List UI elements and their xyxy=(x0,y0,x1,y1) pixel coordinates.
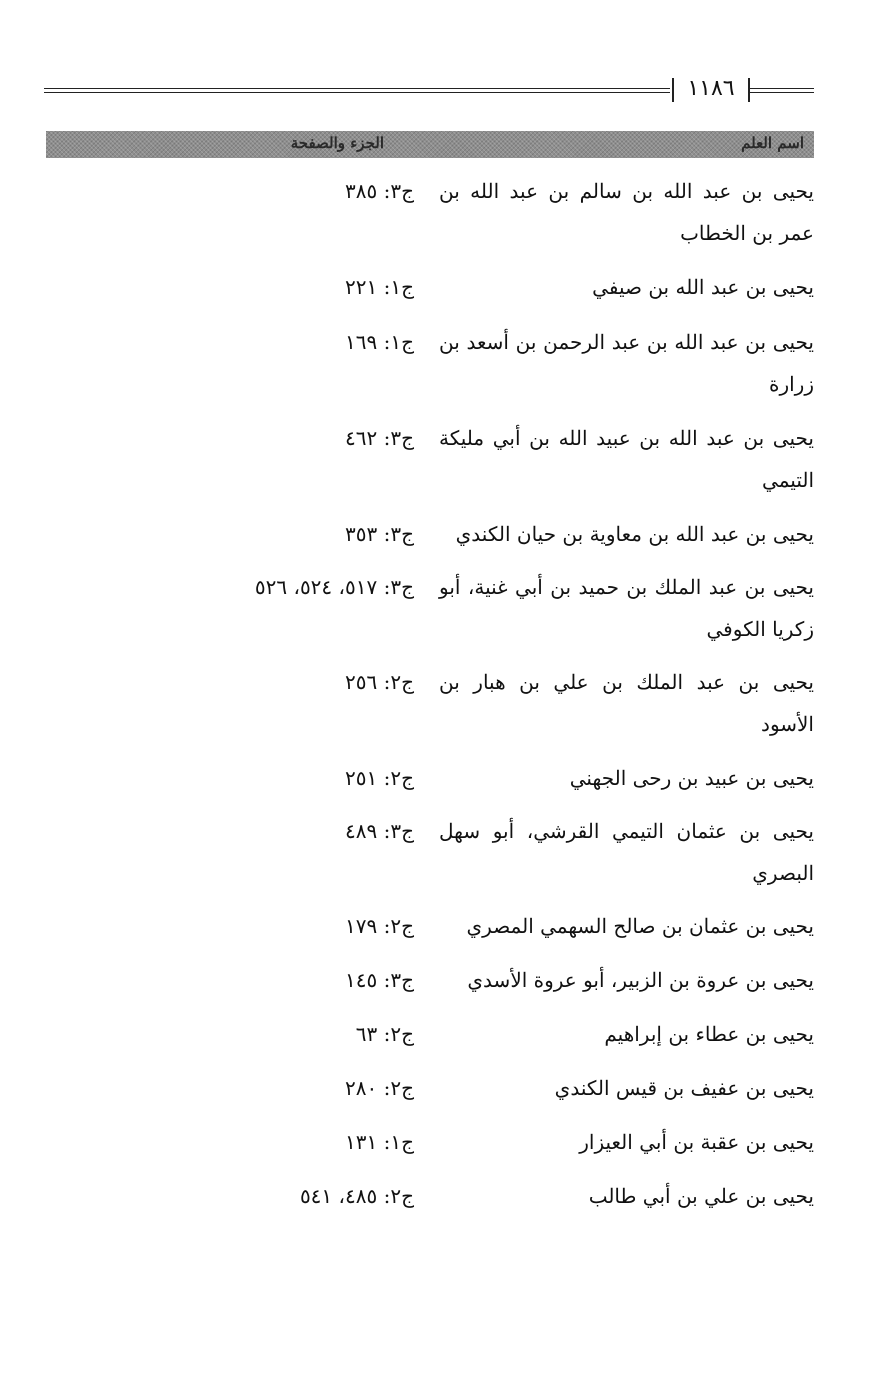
index-entry xyxy=(46,959,814,1001)
entry-name: يحيى بن عبد الله بن صيفي xyxy=(592,275,814,299)
entry-name: يحيى بن عروة بن الزبير، أبو عروة الأسدي xyxy=(467,968,814,992)
index-entry xyxy=(46,810,814,894)
column-header-band xyxy=(46,131,814,158)
entry-name: يحيى بن عثمان التيمي القرشي، أبو سهل البصري xyxy=(439,819,814,885)
entry-ref: ج٣: ٤٨٩ xyxy=(344,819,414,843)
entry-name: يحيى بن عبد الله بن عبيد الله بن أبي مليكة التيمي xyxy=(439,426,814,492)
entry-ref: ج٢: ٢٥١ xyxy=(344,766,414,790)
entry-name: يحيى بن عبد الله بن عبد الرحمن بن أسعد بن زرارة xyxy=(439,330,814,396)
entry-name: يحيى بن عطاء بن إبراهيم xyxy=(604,1022,814,1046)
entry-ref: ج٢: ٤٨٥، ٥٤١ xyxy=(299,1184,414,1208)
header-rule-short xyxy=(750,88,814,93)
entry-ref: ج١: ١٦٩ xyxy=(344,330,414,354)
index-entry xyxy=(46,1067,814,1109)
index-entries xyxy=(46,170,814,1217)
index-entry xyxy=(46,1013,814,1055)
entry-name: يحيى بن عثمان بن صالح السهمي المصري xyxy=(466,914,814,938)
entry-ref: ج١: ١٣١ xyxy=(344,1130,414,1154)
header-bar-left xyxy=(672,78,674,102)
entry-ref: ج٢: ٦٣ xyxy=(355,1022,414,1046)
entry-name: يحيى بن علي بن أبي طالب xyxy=(588,1184,814,1208)
entry-name: يحيى بن عفيف بن قيس الكندي xyxy=(554,1076,814,1100)
entry-ref: ج٢: ٢٥٦ xyxy=(344,670,414,694)
index-entry xyxy=(46,661,814,745)
entry-name: يحيى بن عبد الملك بن علي بن هبار بن الأسود xyxy=(439,670,814,736)
entry-ref: ج٣: ٣٨٥ xyxy=(344,179,414,203)
entry-ref: ج٣: ١٤٥ xyxy=(344,968,414,992)
entry-ref: ج٣: ٣٥٣ xyxy=(344,522,414,546)
index-entry xyxy=(46,1121,814,1163)
entry-name: يحيى بن عبد الله بن سالم بن عبد الله بن عمر بن الخطاب xyxy=(439,179,814,245)
entry-ref: ج٢: ١٧٩ xyxy=(344,914,414,938)
index-entry xyxy=(46,321,814,405)
column-header-name: اسم العلم xyxy=(741,134,804,152)
entry-name: يحيى بن عبيد بن رحى الجهني xyxy=(569,766,814,790)
column-header-ref: الجزء والصفحة xyxy=(290,134,384,152)
entry-ref: ج١: ٢٢١ xyxy=(344,275,414,299)
page-header xyxy=(44,78,814,102)
index-entry xyxy=(46,905,814,947)
page-number: ١١٨٦ xyxy=(687,76,735,101)
index-entry xyxy=(46,170,814,254)
index-entry xyxy=(46,417,814,501)
entry-name: يحيى بن عبد الله بن معاوية بن حيان الكندي xyxy=(455,522,814,546)
header-rule-long xyxy=(44,88,670,93)
entry-ref: ج٣: ٤٦٢ xyxy=(344,426,414,450)
entry-name: يحيى بن عبد الملك بن حميد بن أبي غنية، أبو زكريا الكوفي xyxy=(439,575,814,641)
index-entry xyxy=(46,566,814,650)
index-entry xyxy=(46,266,814,308)
entry-name: يحيى بن عقبة بن أبي العيزار xyxy=(579,1130,814,1154)
index-entry xyxy=(46,757,814,799)
entry-ref: ج٢: ٢٨٠ xyxy=(344,1076,414,1100)
entry-ref: ج٣: ٥١٧، ٥٢٤، ٥٢٦ xyxy=(254,575,414,599)
index-entry xyxy=(46,1175,814,1217)
index-entry xyxy=(46,513,814,555)
